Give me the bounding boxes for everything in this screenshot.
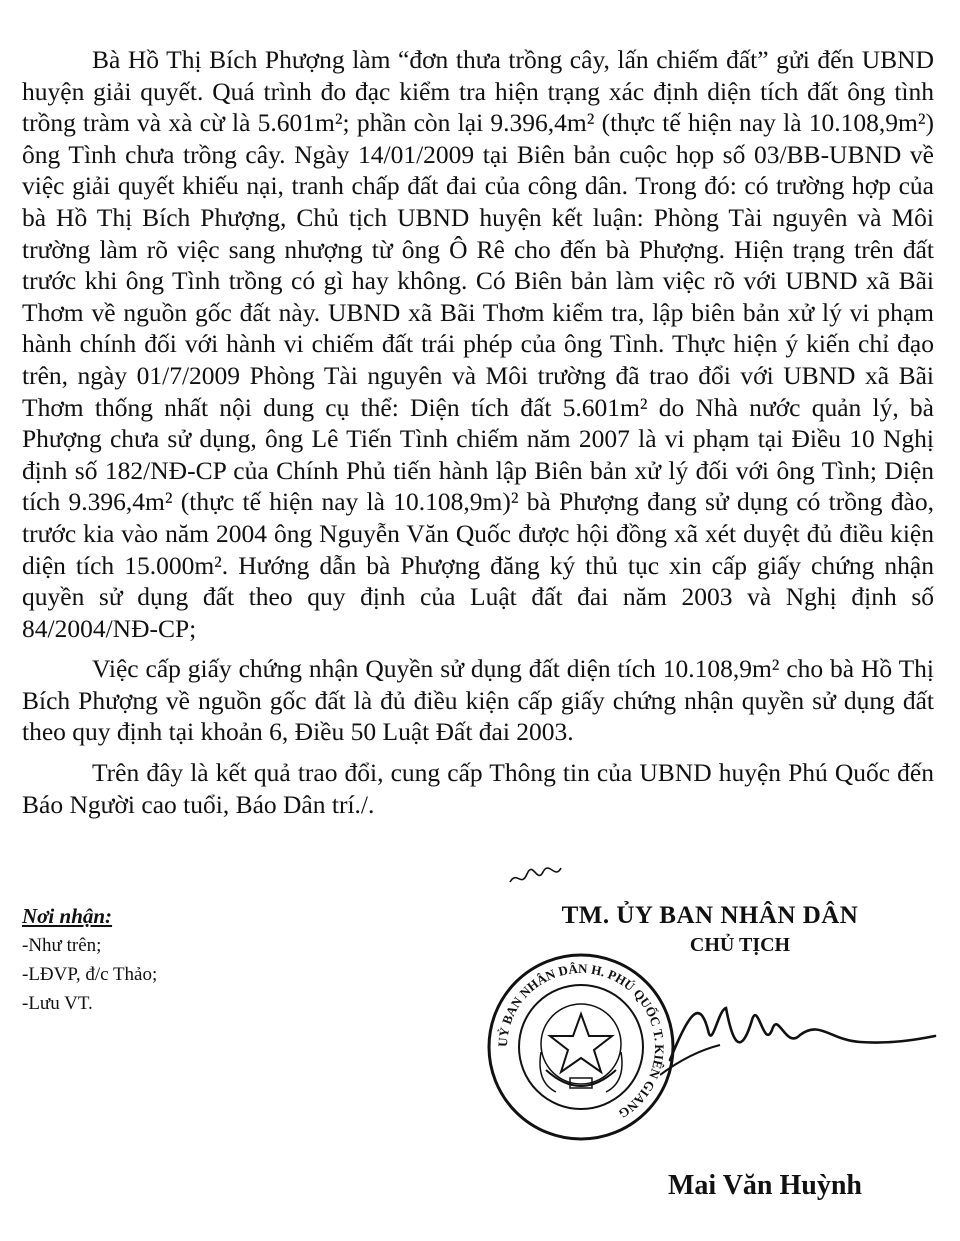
recipient-item: -Như trên; bbox=[22, 935, 102, 956]
recipients-heading: Nơi nhận: bbox=[22, 904, 113, 928]
paragraph-3: Trên đây là kết quả trao đổi, cung cấp Thông tin của UBND huyện Phú Quốc đến Báo Người cao tuổi, Báo Dân trí./. bbox=[22, 758, 934, 819]
signature-block bbox=[520, 902, 900, 957]
signing-organization: TM. ỦY BAN NHÂN DÂN bbox=[561, 902, 859, 929]
official-seal bbox=[486, 952, 676, 1142]
recipient-item: -LĐVP, đ/c Thảo; bbox=[22, 964, 158, 985]
handwritten-signature bbox=[660, 990, 940, 1080]
recipient-item: -Lưu VT. bbox=[22, 993, 93, 1014]
recipients-list bbox=[22, 902, 282, 1018]
signer-title: CHỦ TỊCH bbox=[689, 934, 791, 956]
initials-mark bbox=[505, 860, 565, 890]
signer-name: Mai Văn Huỳnh bbox=[668, 1170, 862, 1201]
paragraph-2: Việc cấp giấy chứng nhận Quyền sử dụng đất diện tích 10.108,9m² cho bà Hồ Thị Bích Phượng về nguồn gốc đất là đủ điều kiện cấp giấy chứng nhận quyền sử dụng đất theo quy định tại khoản 6, Điều 50 Luật Đất đai 2003. bbox=[22, 654, 934, 747]
letter-body bbox=[22, 44, 934, 829]
seal-text: UỶ BAN NHÂN DÂN H. PHÚ QUỐC T. KIÊN GIANG bbox=[494, 960, 668, 1122]
paragraph-1: Bà Hồ Thị Bích Phượng làm “đơn thưa trồng cây, lấn chiếm đất” gửi đến UBND huyện giải quyết. Quá trình đo đạc kiểm tra hiện trạng xác định diện tích đất ông tình trồng tràm và xà cừ là 5.601m²; phần còn lại 9.396,4m² (thực tế hiện nay là 10.108,9m²) ông Tình chưa trồng cây. Ngày 14/01/2009 tại Biên bản cuộc họp số 03/BB-UBND về việc giải quyết khiếu nại, tranh chấp đất đai của công dân. Trong đó: có trường hợp của bà Hồ Thị Bích Phượng, Chủ tịch UBND huyện kết luận: Phòng Tài nguyên và Môi trường làm rõ việc sang nhượng từ ông Ô Rê cho đến bà Phượng. Hiện trạng trên đất trước khi ông Tình trồng có gì hay không. Có Biên bản làm việc rõ với UBND xã Bãi Thơm về nguồn gốc đất này. UBND xã Bãi Thơm kiểm tra, lập biên bản xử lý vi phạm hành chính đối với hành vi chiếm đất trái phép của ông Tình. Thực hiện ý kiến chỉ đạo trên, ngày 01/7/2009 Phòng Tài nguyên và Môi trường đã trao đổi với UBND xã Bãi Thơm thống nhất nội dung cụ thể: Diện tích đất 5.601m² do Nhà nước quản lý, bà Phượng chưa sử dụng, ông Lê Tiến Tình chiếm năm 2007 là vi phạm tại Điều 10 Nghị định số 182/NĐ-CP của Chính Phủ tiến hành lập Biên bản xử lý đối với ông Tình; Diện tích 9.396,4m² (thực tế hiện nay là 10.108,9m)² bà Phượng đang sử dụng có trồng đào, trước kia vào năm 2004 ông Nguyễn Văn Quốc được hội đồng xã xét duyệt đủ điều kiện diện tích 15.000m². Hướng dẫn bà Phượng đăng ký thủ tục xin cấp giấy chứng nhận quyền sử dụng đất theo quy định của Luật đất đai năm 2003 và Nghị định số 84/2004/NĐ-CP; bbox=[22, 45, 934, 643]
